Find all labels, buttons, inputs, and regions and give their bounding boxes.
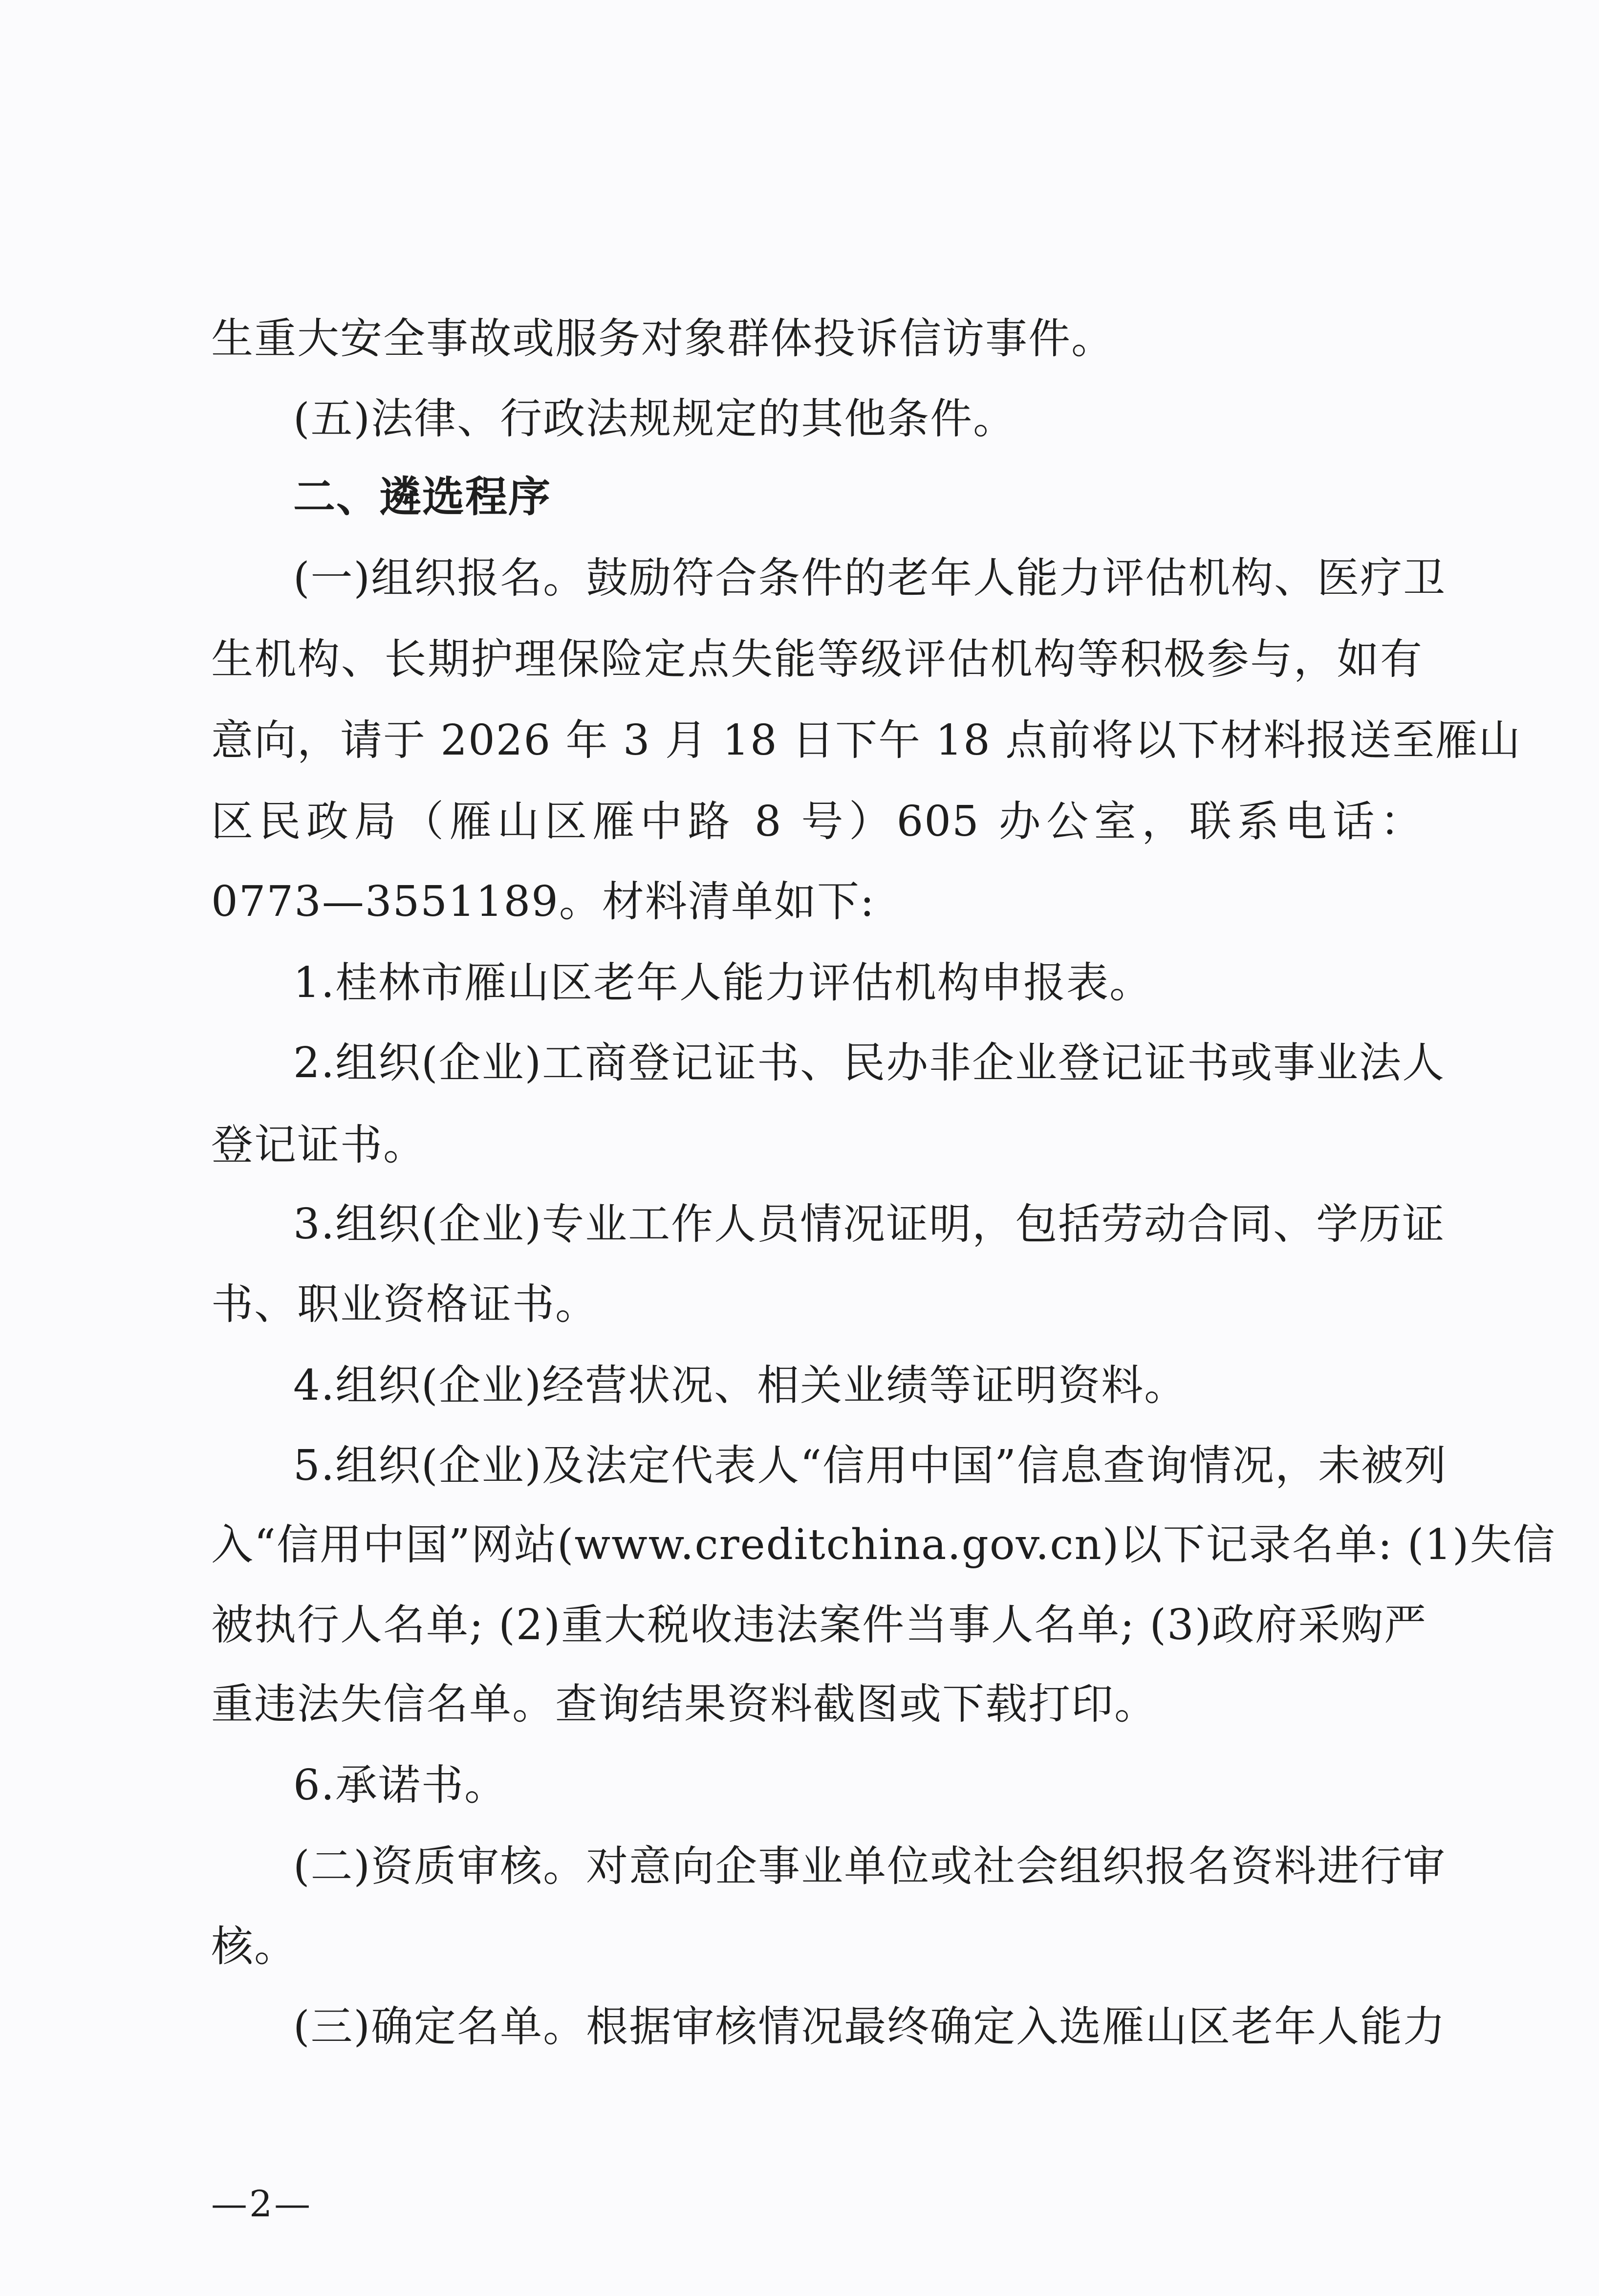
text-line: 入“信用中国”网站(www.creditchina.gov.cn)以下记录名单: (1)失信 <box>211 1520 1556 1569</box>
list-item: 2.组织(企业)工商登记证书、民办非企业登记证书或事业法人 <box>293 1039 1446 1087</box>
text-line: (五)法律、行政法规规定的其他条件。 <box>293 394 1016 443</box>
text-line: 意向，请于 2026 年 3 月 18 日下午 18 点前将以下材料报送至雁山 <box>211 716 1522 765</box>
text-line: 核。 <box>211 1922 297 1971</box>
text-line: 生机构、长期护理保险定点失能等级评估机构等积极参与，如有 <box>211 635 1423 684</box>
text-line: 登记证书。 <box>211 1121 426 1170</box>
section-heading: 二、遴选程序 <box>293 473 551 521</box>
page-number: —2— <box>211 2183 313 2225</box>
list-item: 5.组织(企业)及法定代表人“信用中国”信息查询情况，未被列 <box>293 1441 1448 1490</box>
text-line: 0773—3551189。材料清单如下: <box>211 877 875 926</box>
text-line: (一)组织报名。鼓励符合条件的老年人能力评估机构、医疗卫 <box>293 554 1447 603</box>
text-line: 书、职业资格证书。 <box>211 1280 598 1329</box>
text-line: 生重大安全事故或服务对象群体投诉信访事件。 <box>211 314 1114 363</box>
text-line: 重违法失信名单。查询结果资料截图或下载打印。 <box>211 1680 1157 1729</box>
list-item: 6.承诺书。 <box>293 1761 508 1810</box>
text-line: 被执行人名单; (2)重大税收违法案件当事人名单; (3)政府采购严 <box>211 1601 1427 1649</box>
text-line: (二)资质审核。对意向企事业单位或社会组织报名资料进行审 <box>293 1842 1447 1891</box>
list-item: 1.桂林市雁山区老年人能力评估机构申报表。 <box>293 958 1153 1007</box>
list-item: 4.组织(企业)经营状况、相关业绩等证明资料。 <box>293 1361 1188 1410</box>
text-line: (三)确定名单。根据审核情况最终确定入选雁山区老年人能力 <box>293 2002 1447 2051</box>
text-line: 区民政局（雁山区雁中路 8 号）605 办公室，联系电话： <box>211 797 1423 846</box>
list-item: 3.组织(企业)专业工作人员情况证明，包括劳动合同、学历证 <box>293 1200 1446 1249</box>
